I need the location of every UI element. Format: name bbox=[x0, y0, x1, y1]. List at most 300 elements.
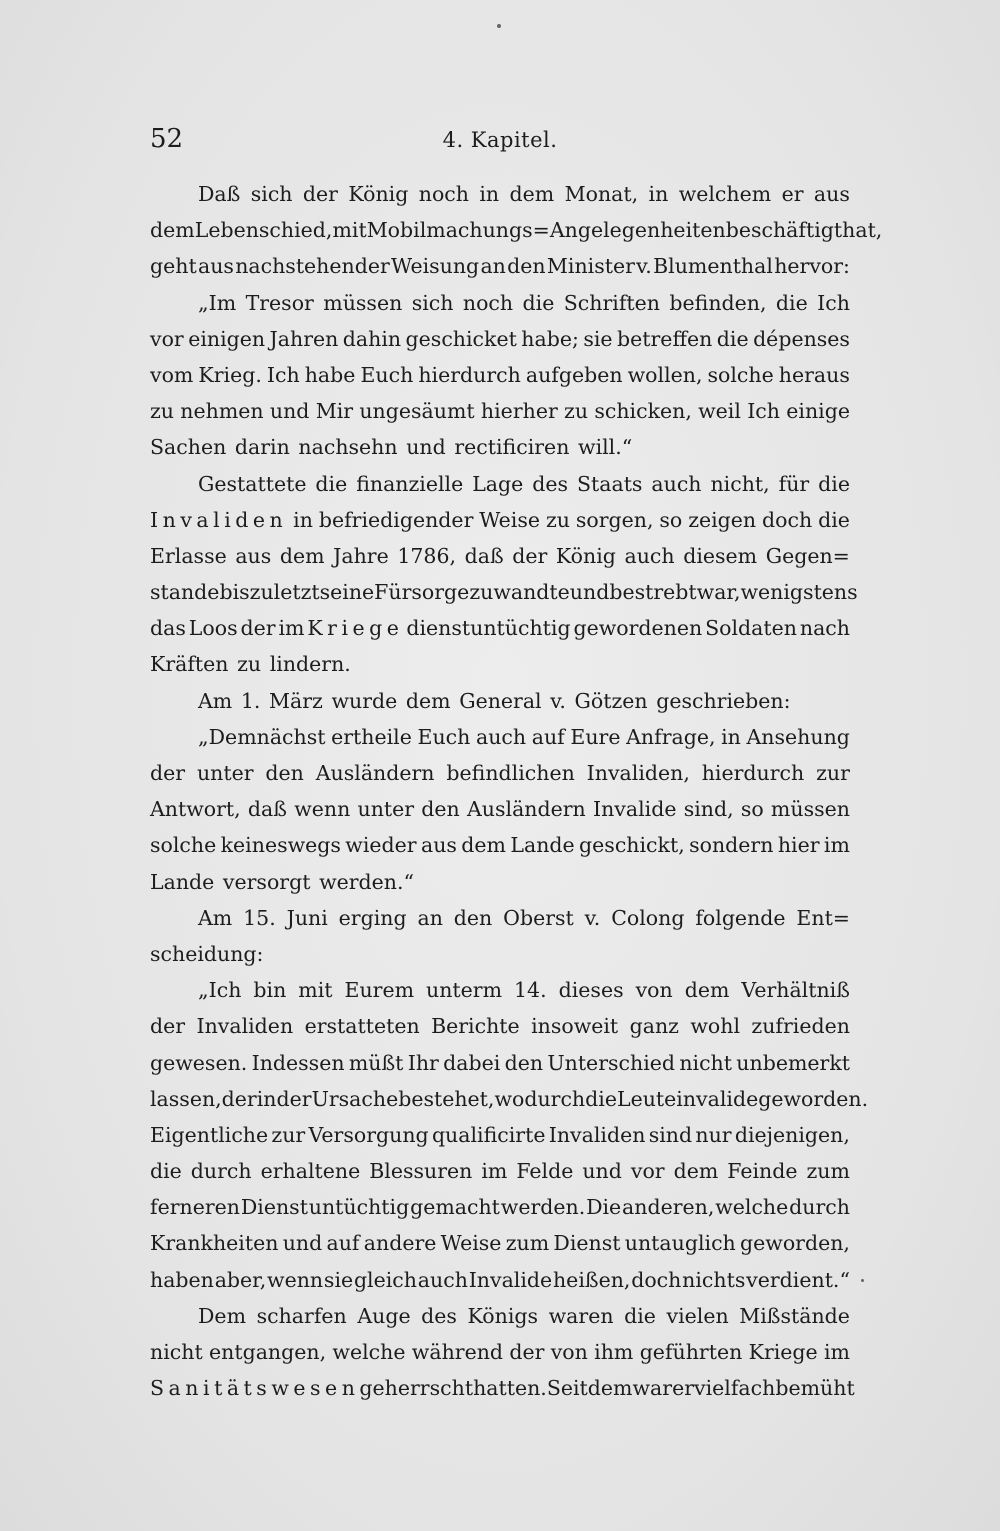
word: wenn bbox=[294, 797, 351, 822]
text-line bbox=[150, 176, 850, 212]
text-line bbox=[150, 719, 850, 755]
word: an bbox=[480, 254, 506, 279]
word: zur bbox=[816, 761, 850, 785]
word: seine bbox=[319, 580, 375, 605]
word: wieder bbox=[345, 833, 417, 858]
word: Loos bbox=[188, 616, 238, 641]
word: sie bbox=[323, 1267, 354, 1292]
word: Lage bbox=[472, 471, 524, 496]
word: werden. bbox=[500, 1195, 586, 1220]
word: nachsehn bbox=[298, 435, 398, 460]
word: geschicket bbox=[405, 326, 517, 351]
word: sie bbox=[583, 326, 613, 351]
text-line bbox=[150, 791, 850, 827]
word: und bbox=[269, 399, 310, 424]
word: bestrebt bbox=[609, 580, 697, 605]
word: Felde bbox=[516, 1159, 574, 1184]
word: habe; bbox=[521, 326, 579, 351]
word: Blumenthal bbox=[653, 254, 773, 279]
word: im bbox=[481, 1159, 508, 1184]
word: dem bbox=[279, 543, 325, 568]
text-line bbox=[150, 900, 850, 936]
word: solche bbox=[707, 362, 774, 387]
word: vielen bbox=[666, 1303, 729, 1328]
word: er bbox=[781, 182, 804, 206]
word: hierher bbox=[480, 399, 558, 424]
word: Ausländern bbox=[466, 797, 586, 822]
word: ertheile bbox=[331, 724, 412, 749]
word: waren bbox=[548, 1303, 614, 1328]
word: erstatteten bbox=[304, 1014, 420, 1039]
word: wodurch bbox=[494, 1086, 586, 1111]
word: die bbox=[315, 471, 348, 496]
word: folgende bbox=[695, 905, 786, 930]
text-line bbox=[150, 1153, 850, 1189]
word: mit bbox=[332, 218, 367, 243]
text-line bbox=[150, 1081, 869, 1117]
word: anderen, bbox=[622, 1195, 715, 1220]
word: war, bbox=[696, 580, 741, 605]
word: das bbox=[150, 616, 186, 641]
word: hervor: bbox=[774, 254, 850, 279]
text-line bbox=[150, 285, 850, 321]
word: den bbox=[265, 761, 304, 785]
word: Berichte bbox=[431, 1014, 520, 1039]
word: „Im bbox=[198, 290, 237, 315]
word: auch bbox=[417, 1267, 468, 1292]
word: Leute bbox=[616, 1086, 677, 1111]
page-number: 52 bbox=[150, 124, 184, 154]
word: noch bbox=[462, 290, 514, 315]
word: zuwandte bbox=[469, 580, 570, 605]
word: zu bbox=[545, 507, 570, 532]
word: geschrieben: bbox=[656, 688, 791, 713]
word: 14. bbox=[514, 978, 547, 1003]
text-line bbox=[150, 1045, 850, 1081]
word: werden.“ bbox=[319, 869, 414, 894]
word: geworden. bbox=[758, 1086, 869, 1111]
word: diesem bbox=[683, 543, 758, 568]
word: bin bbox=[253, 978, 287, 1003]
word: hierdurch bbox=[701, 761, 805, 785]
word: einige bbox=[786, 399, 850, 424]
word: v. bbox=[584, 905, 601, 930]
word: dem bbox=[684, 978, 730, 1003]
word: Tresor bbox=[245, 290, 314, 315]
word: Jahren bbox=[269, 326, 339, 351]
word: für bbox=[778, 471, 810, 496]
word: gleich bbox=[353, 1267, 417, 1292]
word: Dienst bbox=[553, 1231, 621, 1256]
word: ferneren bbox=[150, 1195, 240, 1220]
word: zu bbox=[237, 652, 262, 677]
word: haben bbox=[150, 1267, 214, 1292]
word: der bbox=[276, 1086, 312, 1111]
word: habe bbox=[304, 362, 356, 387]
word: keineswegs bbox=[220, 833, 341, 858]
text-line bbox=[150, 1117, 850, 1153]
word: Ursache bbox=[311, 1086, 399, 1111]
word: die bbox=[775, 290, 808, 315]
word: der bbox=[509, 1340, 545, 1364]
word: unter bbox=[357, 797, 415, 822]
word: Mobilmachungs=Angelegenheiten bbox=[366, 218, 726, 243]
word: den bbox=[507, 254, 546, 279]
word: lindern. bbox=[269, 652, 351, 677]
word: Sachen bbox=[150, 435, 227, 460]
word: nach bbox=[799, 616, 850, 641]
word: hierdurch bbox=[418, 362, 521, 387]
word: Krieg. bbox=[198, 362, 262, 387]
word: Dem bbox=[198, 1303, 247, 1328]
word: darin bbox=[234, 435, 290, 460]
word: vor bbox=[630, 1159, 665, 1184]
word: unter bbox=[196, 761, 254, 785]
word: auf bbox=[531, 724, 565, 749]
word: Euch bbox=[417, 724, 471, 749]
word: Krankheiten bbox=[150, 1231, 279, 1256]
word: Kriege bbox=[748, 1340, 818, 1364]
text-line bbox=[150, 538, 850, 574]
word: Fürsorge bbox=[374, 580, 470, 605]
word: Sanitätswesen bbox=[150, 1376, 360, 1401]
page-header bbox=[150, 124, 850, 164]
word: Unterschied bbox=[547, 1050, 676, 1075]
word: qualificirte bbox=[431, 1122, 546, 1147]
word: März bbox=[269, 688, 323, 713]
word: des bbox=[421, 1303, 457, 1328]
text-line bbox=[150, 466, 850, 502]
word: heraus bbox=[778, 362, 850, 387]
word: nicht bbox=[679, 1050, 732, 1075]
word: zu bbox=[564, 399, 589, 424]
word: untüchtig bbox=[308, 1195, 410, 1220]
word: die bbox=[150, 1159, 182, 1184]
text-line bbox=[150, 646, 850, 682]
word: König bbox=[555, 543, 616, 568]
word: König bbox=[348, 182, 409, 206]
word: gemacht bbox=[410, 1195, 500, 1220]
word: im bbox=[824, 1340, 850, 1364]
word: der bbox=[221, 1086, 257, 1111]
word: vor bbox=[150, 326, 184, 351]
word: Eure bbox=[570, 724, 621, 749]
word: wenigstens bbox=[740, 580, 858, 605]
text-line bbox=[150, 827, 850, 863]
word: Weise bbox=[440, 1231, 502, 1256]
word: hatten. bbox=[473, 1376, 547, 1401]
word: schied, bbox=[258, 218, 333, 243]
word: die bbox=[585, 1086, 617, 1111]
word: die bbox=[716, 326, 749, 351]
word: vielfach bbox=[694, 1376, 776, 1401]
word: finanzielle bbox=[356, 471, 464, 496]
word: Kriege bbox=[307, 616, 404, 641]
word: zum bbox=[505, 1231, 550, 1256]
word: so bbox=[659, 507, 683, 532]
word: 15. bbox=[243, 905, 276, 930]
word: müßt bbox=[348, 1050, 404, 1075]
word: hat, bbox=[842, 218, 883, 243]
word: Ausländern bbox=[315, 761, 435, 785]
word: Eigentliche bbox=[150, 1122, 269, 1147]
word: in bbox=[648, 182, 669, 206]
word: an bbox=[417, 905, 443, 930]
word: hier bbox=[777, 833, 820, 858]
word: und bbox=[282, 1231, 323, 1256]
word: befriedigender bbox=[318, 507, 474, 532]
word: sondern bbox=[689, 833, 774, 858]
word: Jahre bbox=[333, 543, 389, 568]
text-line bbox=[150, 393, 850, 429]
word: der bbox=[512, 543, 548, 568]
word: die bbox=[624, 1303, 656, 1328]
running-head: 4. Kapitel. bbox=[442, 128, 558, 152]
word: müssen bbox=[323, 290, 403, 315]
word: aufgeben bbox=[525, 362, 623, 387]
word: er bbox=[672, 1376, 695, 1401]
word: Blessuren bbox=[369, 1159, 473, 1184]
body-text bbox=[150, 176, 883, 1406]
word: aber, bbox=[214, 1267, 267, 1292]
word: aus bbox=[813, 182, 850, 206]
word: des bbox=[532, 471, 569, 496]
word: General bbox=[459, 688, 542, 713]
word: aus bbox=[235, 543, 272, 568]
word: Ihr bbox=[407, 1050, 439, 1075]
word: bis bbox=[219, 580, 250, 605]
word: will.“ bbox=[578, 435, 633, 460]
word: ungesäumt bbox=[359, 399, 475, 424]
word: Götzen bbox=[574, 688, 648, 713]
word: versorgt bbox=[222, 869, 311, 894]
word: sorgen, bbox=[575, 507, 654, 532]
word: mit bbox=[298, 978, 333, 1003]
word: entgangen, bbox=[209, 1340, 327, 1364]
text-line bbox=[150, 1370, 855, 1406]
word: Versorgung bbox=[308, 1122, 429, 1147]
word: geführten bbox=[639, 1340, 743, 1364]
text-line bbox=[150, 1262, 850, 1298]
word: so bbox=[740, 797, 764, 822]
text-line bbox=[150, 1334, 850, 1370]
word: scheidung: bbox=[150, 941, 264, 966]
word: dahin bbox=[342, 326, 402, 351]
word: Verhältniß bbox=[741, 978, 850, 1003]
word: Ich bbox=[747, 399, 780, 424]
word: Invaliden bbox=[548, 1122, 646, 1147]
text-line bbox=[150, 936, 850, 972]
word: auch bbox=[624, 543, 675, 568]
word: v. bbox=[550, 688, 566, 713]
word: Mißstände bbox=[739, 1303, 850, 1328]
word: befinden, bbox=[669, 290, 767, 315]
word: der bbox=[150, 1014, 186, 1039]
word: in bbox=[721, 724, 741, 749]
word: geht bbox=[150, 254, 197, 279]
word: in bbox=[479, 182, 500, 206]
word: Euch bbox=[360, 362, 414, 387]
word: zu bbox=[150, 399, 175, 424]
word: v. bbox=[636, 254, 652, 279]
word: Indessen bbox=[251, 1050, 345, 1075]
word: doch bbox=[631, 1267, 682, 1292]
word: lassen, bbox=[150, 1086, 222, 1111]
ink-speck bbox=[861, 1279, 864, 1282]
word: zum bbox=[806, 1159, 850, 1184]
word: erging bbox=[338, 905, 407, 930]
word: den bbox=[453, 905, 493, 930]
word: nur bbox=[695, 1122, 732, 1147]
word: wollen, bbox=[627, 362, 703, 387]
word: Ich bbox=[266, 362, 300, 387]
word: Gegen= bbox=[765, 543, 850, 568]
word: Staats bbox=[576, 471, 643, 496]
word: der bbox=[302, 182, 338, 206]
word: doch bbox=[762, 507, 813, 532]
word: befindlichen bbox=[446, 761, 575, 785]
word: wohl bbox=[690, 1014, 741, 1039]
word: bestehet, bbox=[398, 1086, 495, 1111]
word: nicht, bbox=[710, 471, 770, 496]
word: und bbox=[569, 580, 610, 605]
word: invalide bbox=[676, 1086, 759, 1111]
word: Auge bbox=[357, 1303, 411, 1328]
word: Ansehung bbox=[746, 724, 850, 749]
word: nachstehender bbox=[235, 254, 390, 279]
word: Am bbox=[198, 688, 233, 713]
word: solche bbox=[150, 833, 217, 858]
word: war bbox=[632, 1376, 673, 1401]
word: durch bbox=[789, 1195, 850, 1220]
word: Invaliden bbox=[196, 1014, 294, 1039]
word: und bbox=[582, 1159, 622, 1184]
text-line bbox=[150, 429, 850, 465]
word: in bbox=[293, 507, 313, 532]
word: dépenses bbox=[753, 326, 850, 351]
word: sich bbox=[411, 290, 454, 315]
word: stande bbox=[150, 580, 220, 605]
word: der bbox=[240, 616, 276, 641]
word: Anfrage, bbox=[626, 724, 716, 749]
word: „Ich bbox=[198, 978, 242, 1003]
word: dem bbox=[673, 1159, 719, 1184]
text-line bbox=[150, 864, 850, 900]
word: wenn bbox=[267, 1267, 324, 1292]
word: und bbox=[406, 435, 446, 460]
text-line bbox=[150, 502, 850, 538]
word: Daß bbox=[198, 182, 241, 206]
word: noch bbox=[418, 182, 469, 206]
word: erhaltene bbox=[260, 1159, 361, 1184]
word: Mir bbox=[315, 399, 354, 424]
word: welche bbox=[332, 1340, 406, 1364]
text-line bbox=[150, 683, 850, 719]
ink-speck bbox=[497, 24, 501, 28]
word: unbemerkt bbox=[736, 1050, 850, 1075]
word: geschickt, bbox=[579, 833, 685, 858]
word: 1. bbox=[240, 688, 261, 713]
word: dem bbox=[461, 833, 506, 858]
text-line bbox=[150, 357, 850, 393]
word: Schriften bbox=[563, 290, 660, 315]
word: gewesen. bbox=[150, 1050, 248, 1075]
word: zuletzt bbox=[249, 580, 320, 605]
word: geherrscht bbox=[359, 1376, 474, 1401]
word: die bbox=[522, 290, 555, 315]
word: dem bbox=[150, 218, 195, 243]
word: ganz bbox=[629, 1014, 679, 1039]
word: der bbox=[150, 761, 186, 785]
word: Königs bbox=[467, 1303, 539, 1328]
word: müssen bbox=[770, 797, 850, 822]
word: bemüht bbox=[775, 1376, 855, 1401]
word: untauglich bbox=[624, 1231, 736, 1256]
word: aus bbox=[197, 254, 234, 279]
word: andere bbox=[363, 1231, 437, 1256]
text-line bbox=[150, 972, 850, 1008]
word: Am bbox=[198, 905, 233, 930]
word: dabei bbox=[443, 1050, 501, 1075]
word: sind bbox=[648, 1122, 693, 1147]
word: im bbox=[278, 616, 305, 641]
word: Eurem bbox=[344, 978, 415, 1003]
word: Oberst bbox=[503, 905, 574, 930]
word: „Demnächst bbox=[198, 724, 326, 749]
word: Antwort, bbox=[150, 797, 241, 822]
word: rectificiren bbox=[454, 435, 570, 460]
word: Lande bbox=[150, 869, 215, 894]
word: Kräften bbox=[150, 652, 229, 677]
word: auch bbox=[475, 724, 527, 749]
word: Minister bbox=[546, 254, 635, 279]
word: scharfen bbox=[256, 1303, 347, 1328]
word: Leben bbox=[194, 218, 259, 243]
word: insoweit bbox=[531, 1014, 619, 1039]
word: ihm bbox=[594, 1340, 634, 1364]
word: von bbox=[550, 1340, 588, 1364]
text-line bbox=[150, 574, 858, 610]
text-line bbox=[150, 248, 850, 284]
word: daß bbox=[464, 543, 504, 568]
word: Ich bbox=[817, 290, 850, 315]
word: Feinde bbox=[727, 1159, 798, 1184]
word: aus bbox=[420, 833, 457, 858]
word: diejenigen, bbox=[734, 1122, 850, 1147]
word: zufrieden bbox=[751, 1014, 850, 1039]
word: schicken, bbox=[594, 399, 692, 424]
word: nehmen bbox=[180, 399, 264, 424]
word: durch bbox=[190, 1159, 252, 1184]
text-line bbox=[150, 1298, 850, 1334]
word: Die bbox=[586, 1195, 622, 1220]
word: während bbox=[411, 1340, 504, 1364]
word: Erlasse bbox=[150, 543, 227, 568]
word: welche bbox=[715, 1195, 789, 1220]
word: beschäftigt bbox=[725, 218, 843, 243]
word: nichts bbox=[682, 1267, 746, 1292]
word: vom bbox=[150, 362, 194, 387]
word: Invaliden, bbox=[586, 761, 690, 785]
word: dem bbox=[405, 688, 451, 713]
word: zeigen bbox=[688, 507, 757, 532]
word: Seitdem bbox=[546, 1376, 633, 1401]
word: weil bbox=[698, 399, 741, 424]
word: sich bbox=[250, 182, 293, 206]
word: sind, bbox=[683, 797, 734, 822]
word: Monat, bbox=[564, 182, 639, 206]
word: dieses bbox=[558, 978, 624, 1003]
